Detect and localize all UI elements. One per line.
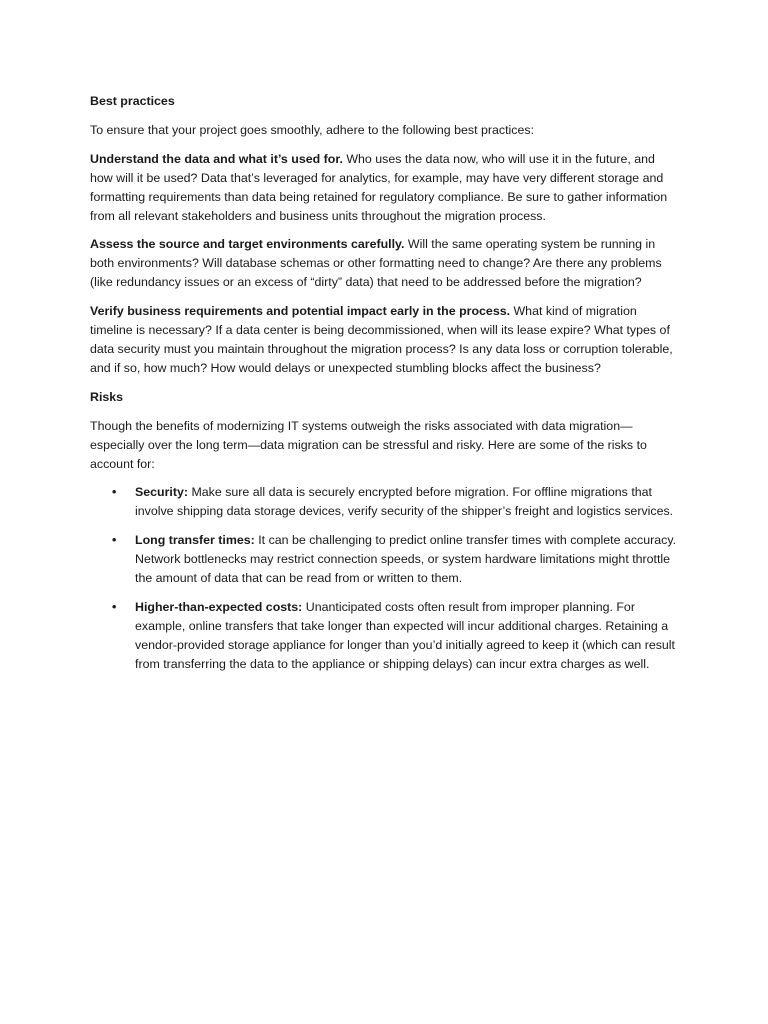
list-item: [90, 483, 680, 521]
risk-lead: Security:: [135, 485, 189, 500]
bullet-icon: •: [112, 533, 117, 548]
best-practice-paragraph: [90, 302, 680, 378]
risks-intro: Though the benefits of modernizing IT systems outweigh the risks associated with data migration—especially over the long term—data migration can be stressful and risky. Here are some of the risks to account for:: [90, 418, 647, 471]
best-practice-lead: Assess the source and target environments carefully.: [90, 237, 405, 252]
best-practices-intro: To ensure that your project goes smoothly, adhere to the following best practices:: [90, 122, 535, 137]
bullet-icon: •: [112, 599, 117, 614]
risk-text: It can be challenging to predict online transfer times with complete accuracy. Network bottlenecks may restrict connection speeds, or system hardware limitations might throttle the amount of data that can be read from or written to them.: [135, 533, 677, 586]
best-practice-lead: Understand the data and what it’s used for.: [90, 151, 343, 166]
best-practice-text: What kind of migration timeline is necessary? If a data center is being decommissioned, when will its lease expire? What types of data security must you maintain throughout the migration process? Is any data loss or corruption tolerable, and if so, how much? How would delays or unexpected stumbling blocks affect the business?: [90, 304, 673, 375]
risk-lead: Long transfer times:: [135, 533, 255, 548]
risk-text: Unanticipated costs often result from improper planning. For example, online transfers that take longer than expected will incur additional charges. Retaining a vendor-provided storage appliance for longer than you’d initially agreed to keep it (which can result from transferring the data to the appliance or shipping delays) can incur extra charges as well.: [135, 599, 675, 671]
best-practice-paragraph: [90, 235, 680, 292]
list-item: [90, 531, 680, 588]
document-page: [90, 92, 680, 684]
best-practices-heading: Best practices: [90, 94, 175, 108]
best-practice-text: Will the same operating system be running in both environments? Will database schemas or other formatting need to change? Are there any problems (like redundancy issues or an excess of “dirty” data) that need to be addressed before the migration?: [90, 237, 662, 290]
list-item: [90, 598, 680, 674]
risk-lead: Higher-than-expected costs:: [135, 599, 303, 614]
best-practice-lead: Verify business requirements and potential impact early in the process.: [90, 304, 511, 319]
risks-heading: Risks: [90, 389, 124, 404]
best-practice-text: Who uses the data now, who will use it in the future, and how will it be used? Data that’s leveraged for analytics, for example, may have very different storage and formatting requirements than data being retained for regulatory compliance. Be sure to gather information from all relevant stakeholders and business units throughout the migration process.: [90, 151, 668, 223]
risk-text: Make sure all data is securely encrypted before migration. For offline migrations that involve shipping data storage devices, verify security of the shipper’s freight and logistics services.: [135, 485, 674, 519]
bullet-icon: •: [112, 485, 117, 500]
best-practice-paragraph: [90, 150, 680, 226]
risks-list: [90, 483, 680, 673]
